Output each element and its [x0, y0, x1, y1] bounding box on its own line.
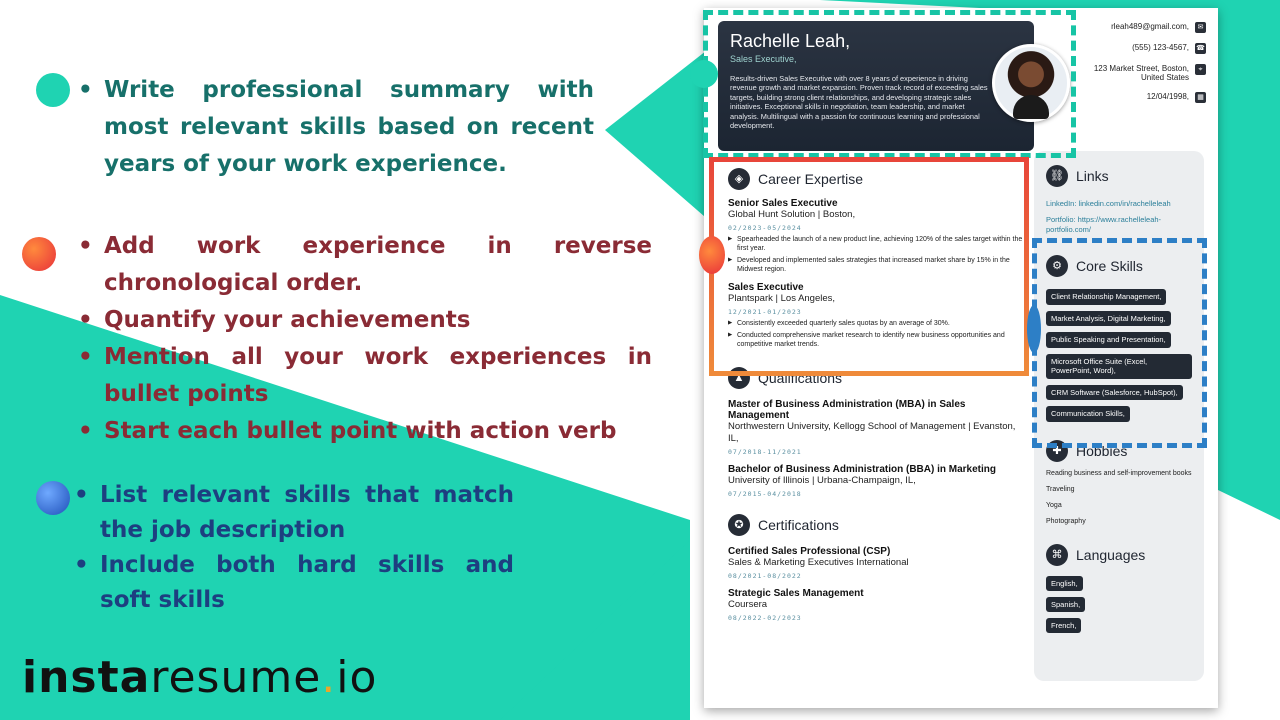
contact-dob: 12/04/1998,	[1146, 92, 1189, 101]
skills-section-title: ⚙ Core Skills	[1046, 255, 1192, 277]
hobby-item: Traveling	[1046, 485, 1075, 493]
gear-icon: ⚙	[1046, 255, 1068, 277]
skill-tag: Communication Skills,	[1046, 406, 1130, 422]
qualifications-section-title: ▲ Qualifications	[728, 367, 1024, 389]
language-tag: English,	[1046, 576, 1083, 591]
tip-dot-teal	[36, 73, 70, 107]
job-bullet: ▶ Developed and implemented sales strategies that increased market share by 15% in the Midwest region.	[728, 256, 1024, 274]
language-tag: Spanish,	[1046, 597, 1085, 612]
career-section-title: ◈ Career Expertise	[728, 168, 1024, 190]
skills-marker-dot	[1027, 305, 1041, 353]
language-icon: ⌘	[1046, 544, 1068, 566]
tip-item: • Add work experience in reverse chronological order.	[78, 228, 652, 302]
contact-email: rleah489@gmail.com,	[1111, 22, 1189, 31]
tip-group-skills	[74, 478, 514, 618]
certification-entry: Certified Sales Professional (CSP) Sales & Marketing Executives International 08/2021-08/2022	[728, 546, 909, 580]
experience-highlight-box	[709, 157, 1029, 376]
hobby-item: Yoga	[1046, 501, 1062, 509]
certifications-section-title: ✪ Certifications	[728, 514, 1024, 536]
tip-group-summary	[78, 72, 594, 183]
certification-entry: Strategic Sales Management Coursera 08/2022-02/2023	[728, 588, 864, 622]
experience-marker-dot	[699, 236, 725, 274]
tip-group-experience	[78, 228, 652, 450]
skill-tag: CRM Software (Salesforce, HubSpot),	[1046, 385, 1183, 401]
language-tag: French,	[1046, 618, 1081, 633]
skill-tag: Microsoft Office Suite (Excel, PowerPoint, Word),	[1046, 354, 1192, 379]
tip-dot-blue	[36, 481, 70, 515]
tip-dot-orange	[22, 237, 56, 271]
tip-item: • Write professional summary with most relevant skills based on recent years of your work experience.	[78, 72, 594, 183]
tip-item: • List relevant skills that match the job description	[74, 478, 514, 548]
job-bullet: ▶ Conducted comprehensive market research to identify new business opportunities and competitive market trends.	[728, 331, 1024, 349]
hobbies-section-title: ✚ Hobbies	[1046, 440, 1192, 462]
portfolio-link[interactable]: Portfolio: https://www.rachelleleah-portfolio.com/	[1046, 215, 1162, 234]
graduation-cap-icon: ▲	[728, 367, 750, 389]
hobby-item: Reading business and self-improvement books	[1046, 469, 1192, 477]
tip-item: • Quantify your achievements	[78, 302, 652, 339]
job-entry: Sales Executive Plantspark | Los Angeles, 12/2021-01/2023 ▶ Consistently exceeded quarterly sales quotas by an average of 30%. ▶ Conducted comprehensive market research to identify new business opportunities and competitive market trends.	[728, 282, 1024, 349]
tip-item: • Mention all your work experiences in bullet points	[78, 339, 652, 413]
links-section-title: ⛓ Links	[1046, 165, 1192, 187]
contact-address: 123 Market Street, Boston, United States	[1093, 64, 1189, 82]
contact-phone: (555) 123-4567,	[1132, 43, 1189, 52]
summary-marker-dot	[690, 60, 718, 88]
job-bullet: ▶ Consistently exceeded quarterly sales quotas by an average of 30%.	[728, 319, 1024, 328]
mail-icon: ✉	[1195, 22, 1206, 33]
qualification-entry: Bachelor of Business Administration (BBA) in Marketing University of Illinois | Urbana-Champaign, IL, 07/2015-04/2018	[728, 464, 996, 498]
skill-tag: Market Analysis, Digital Marketing,	[1046, 311, 1171, 327]
summary-highlight-box	[703, 10, 1076, 158]
skill-tag: Public Speaking and Presentation,	[1046, 332, 1171, 348]
certificate-icon: ✪	[728, 514, 750, 536]
job-bullet: ▶ Spearheaded the launch of a new product line, achieving 120% of the sales target within the first year.	[728, 235, 1024, 253]
qualification-entry: Master of Business Administration (MBA) in Sales Management Northwestern University, Kellogg School of Management | Evanston, IL, 07/2018-11/2021	[728, 399, 1016, 456]
skills-highlight-box	[1032, 238, 1207, 448]
linkedin-link[interactable]: LinkedIn: linkedin.com/in/rachelleleah	[1046, 199, 1171, 208]
resume-summary: Results-driven Sales Executive with over 8 years of experience in driving revenue growth and market expansion. Proven track record of exceeding sales targets, building strong client relationships, and developing strategic sales initiatives. Exceptional skills in negotiation, team leadership, and market analysis. Multilingual with a passion for continuous learning and professional development.	[730, 74, 988, 131]
calendar-icon: ▦	[1195, 92, 1206, 103]
link-icon: ⛓	[1046, 165, 1068, 187]
tip-item: • Start each bullet point with action verb	[78, 413, 652, 450]
location-icon: ⌖	[1195, 64, 1206, 75]
job-entry: Senior Sales Executive Global Hunt Solution | Boston, 02/2023-05/2024 ▶ Spearheaded the launch of a new product line, achieving 120% of the sales target within the first year. ▶ Developed and implemented sales strategies that increased market share by 15% in the Midwest region.	[728, 198, 1024, 274]
brand-logo: instaresume.io	[22, 652, 378, 703]
resume-name: Rachelle Leah,	[730, 31, 851, 51]
languages-list	[1046, 570, 1192, 633]
phone-icon: ☎	[1196, 45, 1205, 52]
contact-info	[1056, 22, 1206, 113]
hobbies-list	[1046, 469, 1192, 526]
hobby-item: Photography	[1046, 517, 1086, 525]
tip-item: • Include both hard skills and soft skills	[74, 548, 514, 618]
puzzle-icon: ✚	[1046, 440, 1068, 462]
languages-section-title: ⌘ Languages	[1046, 544, 1192, 566]
resume-role: Sales Executive,	[730, 54, 797, 64]
skill-tag: Client Relationship Management,	[1046, 289, 1166, 305]
briefcase-icon: ◈	[728, 168, 750, 190]
